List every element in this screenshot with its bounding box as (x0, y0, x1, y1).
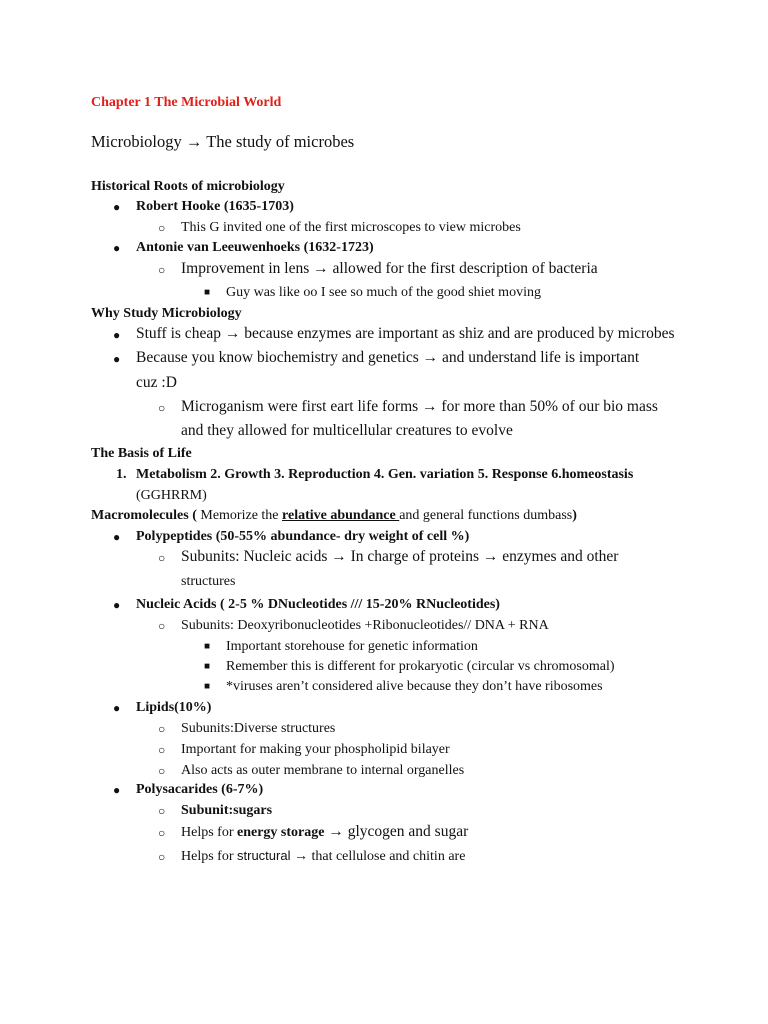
bullet-marker: ● (113, 352, 121, 366)
square-marker: ■ (204, 287, 211, 298)
circle-marker: ○ (158, 826, 166, 840)
macro-heading-underline: relative abundance (282, 508, 400, 523)
poly-sub-2-post: → glycogen and sugar (324, 823, 469, 840)
basis-item-line-1: Metabolism 2. Growth 3. Reproduction 4. Gen. variation 5. Response 6.homeostasis (136, 467, 634, 482)
circle-marker: ○ (158, 804, 166, 818)
leeuwenhoek-sub: Guy was like oo I see so much of the good shiet moving (226, 285, 541, 300)
lipids-item: Lipids(10%) (136, 700, 212, 715)
nucleic-acids-item: Nucleic Acids ( 2-5 % DNucleotides /// 15-20% RNucleotides) (136, 597, 500, 612)
square-marker: ■ (204, 681, 211, 692)
square-marker: ■ (204, 661, 211, 672)
bullet-marker: ● (113, 241, 121, 255)
polysacarides-item: Polysacarides (6-7%) (136, 782, 264, 797)
circle-marker: ○ (158, 743, 166, 757)
macro-heading-start: Macromolecules ( (91, 508, 197, 523)
circle-marker: ○ (158, 401, 166, 415)
poly-sub-3-pre: Helps for (181, 849, 237, 864)
bullet-marker: ● (113, 530, 121, 544)
nucleic-sub-1: Important storehouse for genetic information (226, 639, 478, 654)
circle-marker: ○ (158, 619, 166, 633)
basis-item-line-2: (GGHRRM) (136, 488, 207, 503)
basis-heading: The Basis of Life (91, 446, 192, 461)
why-bullet-2-line-2: cuz :D (136, 374, 177, 391)
circle-marker: ○ (158, 722, 166, 736)
bullet-marker: ● (113, 200, 121, 214)
leeuwenhoek-note: Improvement in lens → allowed for the first description of bacteria (181, 260, 598, 277)
poly-sub-2 (181, 823, 468, 842)
why-bullet-2-line-1: Because you know biochemistry and genetics → and understand life is important (136, 349, 640, 366)
poly-sub-3 (181, 847, 465, 866)
list-number: 1. (116, 467, 127, 482)
definition-line: Microbiology → The study of microbes (91, 132, 355, 151)
poly-sub-1: Subunit:sugars (181, 803, 273, 818)
why-heading: Why Study Microbiology (91, 306, 242, 321)
circle-marker: ○ (158, 850, 166, 864)
leeuwenhoek-item: Antonie van Leeuwenhoeks (1632-1723) (136, 240, 374, 255)
polypeptides-sub-line-2: structures (181, 574, 236, 589)
circle-marker: ○ (158, 551, 166, 565)
circle-marker: ○ (158, 221, 166, 235)
bullet-marker: ● (113, 598, 121, 612)
poly-sub-2-bold: energy storage (237, 825, 325, 840)
polypeptides-sub-line-1: Subunits: Nucleic acids → In charge of proteins → enzymes and other (181, 548, 619, 565)
nucleic-sub: Subunits: Deoxyribonucleotides +Ribonucleotides// DNA + RNA (181, 618, 549, 633)
bullet-marker: ● (113, 701, 121, 715)
macro-heading-end: ) (572, 508, 577, 523)
macro-heading-rest: and general functions dumbass (399, 508, 573, 523)
why-sub-line-2: and they allowed for multicellular creatures to evolve (181, 422, 513, 439)
poly-sub-3-post: → that cellulose and chitin are (290, 849, 466, 864)
lipids-sub-3: Also acts as outer membrane to internal organelles (181, 763, 465, 778)
lipids-sub-2: Important for making your phospholipid bilayer (181, 742, 450, 757)
bullet-marker: ● (113, 328, 121, 342)
historical-heading: Historical Roots of microbiology (91, 179, 285, 194)
macro-heading-mid: Memorize the (196, 508, 283, 523)
chapter-title: Chapter 1 The Microbial World (91, 95, 282, 110)
square-marker: ■ (204, 641, 211, 652)
lipids-sub-1: Subunits:Diverse structures (181, 721, 336, 736)
bullet-marker: ● (113, 783, 121, 797)
poly-sub-3-bold: structural (237, 848, 291, 863)
poly-sub-2-pre: Helps for (181, 825, 237, 840)
macro-heading (91, 507, 577, 525)
why-sub-line-1: Microganism were first eart life forms → for more than 50% of our bio mass (181, 398, 658, 415)
circle-marker: ○ (158, 263, 166, 277)
nucleic-sub-3: *viruses aren’t considered alive because they don’t have ribosomes (226, 679, 603, 694)
nucleic-sub-2: Remember this is different for prokaryotic (circular vs chromosomal) (226, 659, 615, 674)
circle-marker: ○ (158, 764, 166, 778)
why-bullet-1: Stuff is cheap → because enzymes are important as shiz and are produced by microbes (136, 325, 675, 342)
polypeptides-item: Polypeptides (50-55% abundance- dry weight of cell %) (136, 529, 470, 544)
hooke-note: This G invited one of the first microscopes to view microbes (181, 220, 521, 235)
hooke-item: Robert Hooke (1635-1703) (136, 199, 294, 214)
